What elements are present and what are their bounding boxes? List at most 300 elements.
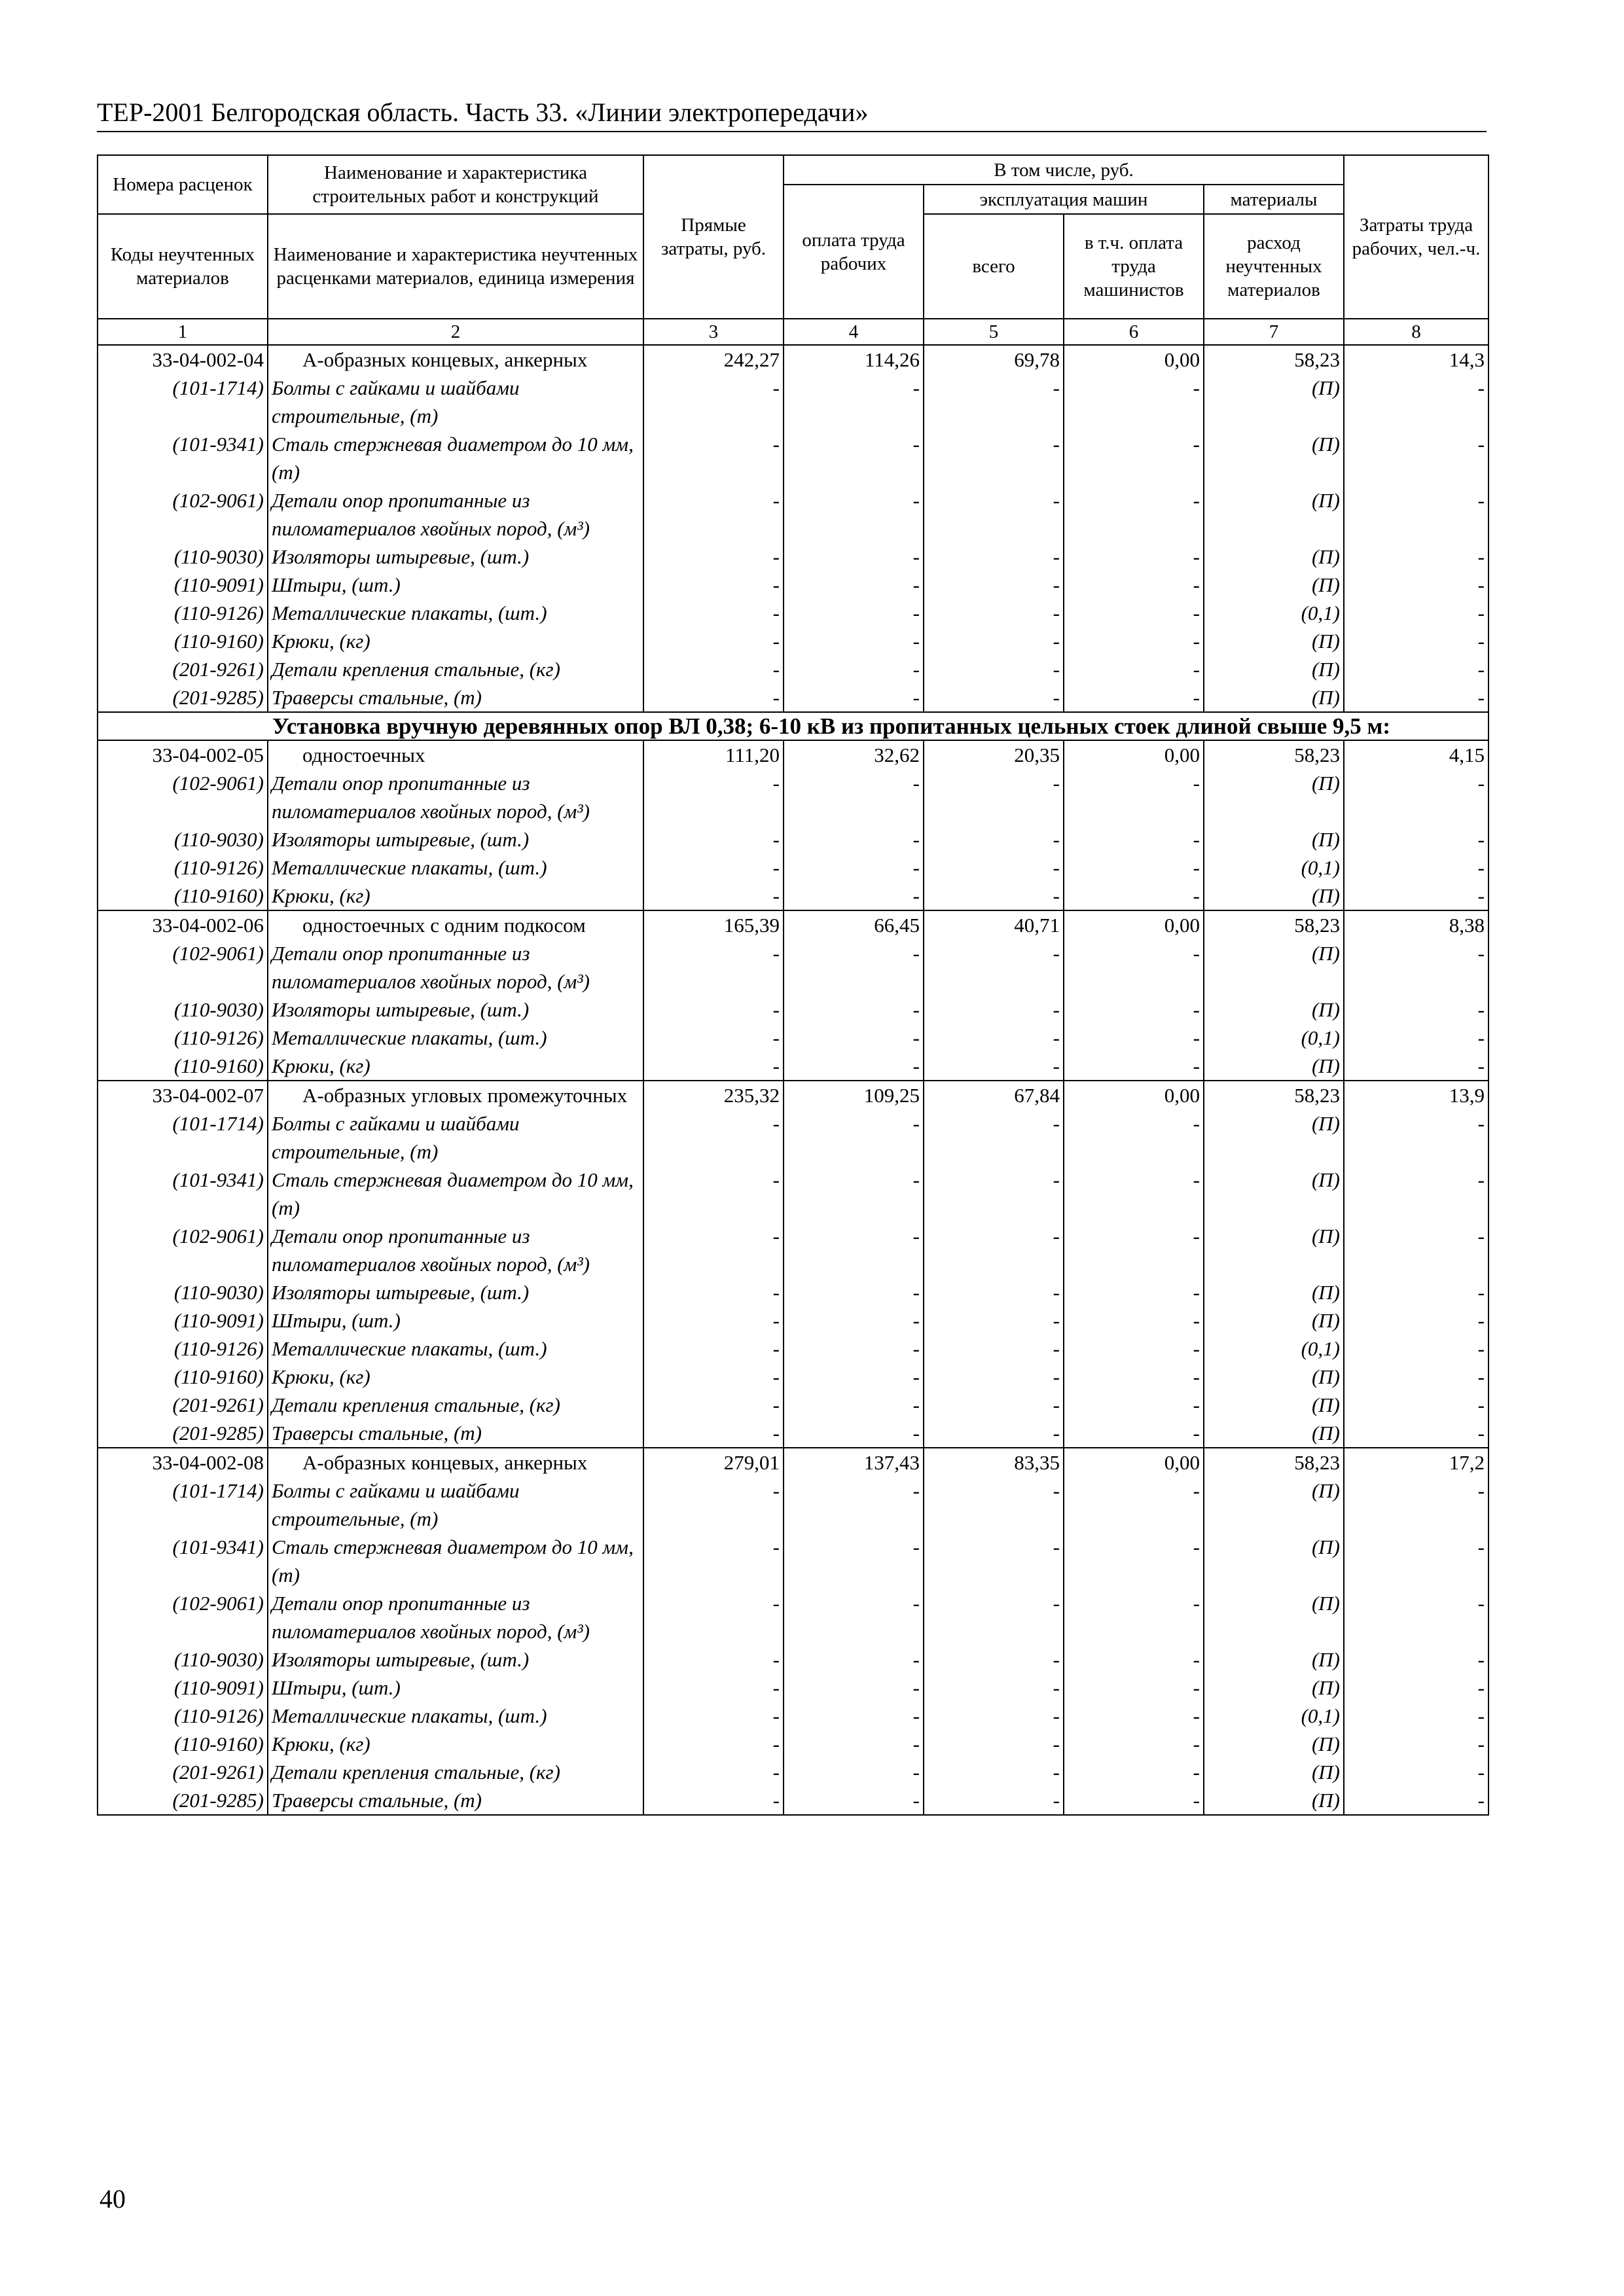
dash-cell: - bbox=[643, 939, 784, 996]
column-numbers-row bbox=[98, 319, 1489, 345]
dash-cell: - bbox=[1344, 825, 1489, 853]
machinists-pay-value: 0,00 bbox=[1064, 1081, 1204, 1109]
dash-cell: - bbox=[643, 1024, 784, 1052]
dash-cell: - bbox=[1344, 655, 1489, 683]
dash-cell: - bbox=[1064, 939, 1204, 996]
rate-name: одностоечных bbox=[268, 740, 643, 769]
material-name: Штыри, (шт.) bbox=[268, 571, 643, 599]
dash-cell: - bbox=[643, 769, 784, 825]
dash-cell: - bbox=[924, 1109, 1064, 1166]
material-row bbox=[98, 996, 1489, 1024]
dash-cell: - bbox=[1064, 599, 1204, 627]
dash-cell: - bbox=[643, 430, 784, 486]
dash-cell: - bbox=[643, 1391, 784, 1419]
dash-cell: - bbox=[924, 825, 1064, 853]
dash-cell: - bbox=[1064, 543, 1204, 571]
dash-cell: - bbox=[1344, 543, 1489, 571]
material-consumption: (П) bbox=[1204, 1758, 1344, 1786]
material-name: Крюки, (кг) bbox=[268, 882, 643, 910]
material-consumption: (П) bbox=[1204, 1278, 1344, 1306]
material-consumption: (П) bbox=[1204, 1589, 1344, 1645]
dash-cell: - bbox=[643, 1786, 784, 1815]
dash-cell: - bbox=[924, 1166, 1064, 1222]
dash-cell: - bbox=[643, 599, 784, 627]
dash-cell: - bbox=[1344, 430, 1489, 486]
material-code: (110-9160) bbox=[98, 882, 268, 910]
material-row bbox=[98, 655, 1489, 683]
rate-code: 33-04-002-08 bbox=[98, 1448, 268, 1477]
material-row bbox=[98, 1758, 1489, 1786]
dash-cell: - bbox=[1064, 1477, 1204, 1533]
dash-cell: - bbox=[924, 1702, 1064, 1730]
rate-code: 33-04-002-04 bbox=[98, 345, 268, 374]
material-consumption: (П) bbox=[1204, 1109, 1344, 1166]
material-consumption: (П) bbox=[1204, 1166, 1344, 1222]
dash-cell: - bbox=[1064, 1335, 1204, 1363]
dash-cell: - bbox=[784, 825, 924, 853]
material-name: Металлические плакаты, (шт.) bbox=[268, 1335, 643, 1363]
material-name: Детали крепления стальные, (кг) bbox=[268, 655, 643, 683]
dash-cell: - bbox=[924, 486, 1064, 543]
rate-name: А-образных угловых промежуточных bbox=[268, 1081, 643, 1109]
material-code: (102-9061) bbox=[98, 939, 268, 996]
dash-cell: - bbox=[784, 1419, 924, 1448]
column-number: 8 bbox=[1344, 319, 1489, 345]
header-materials: материалы bbox=[1204, 185, 1344, 214]
dash-cell: - bbox=[784, 543, 924, 571]
dash-cell: - bbox=[784, 1786, 924, 1815]
dash-cell: - bbox=[924, 996, 1064, 1024]
dash-cell: - bbox=[1064, 627, 1204, 655]
material-consumption: (П) bbox=[1204, 430, 1344, 486]
dash-cell: - bbox=[784, 430, 924, 486]
dash-cell: - bbox=[784, 882, 924, 910]
dash-cell: - bbox=[1344, 374, 1489, 430]
material-name: Детали опор пропитанные из пиломатериалов хвойных пород, (м³) bbox=[268, 1589, 643, 1645]
material-code: (201-9261) bbox=[98, 1758, 268, 1786]
material-row bbox=[98, 1730, 1489, 1758]
dash-cell: - bbox=[784, 939, 924, 996]
rate-name: А-образных концевых, анкерных bbox=[268, 345, 643, 374]
material-code: (110-9160) bbox=[98, 627, 268, 655]
dash-cell: - bbox=[643, 683, 784, 712]
dash-cell: - bbox=[784, 486, 924, 543]
dash-cell: - bbox=[784, 1335, 924, 1363]
material-code: (101-1714) bbox=[98, 1477, 268, 1533]
page-number: 40 bbox=[99, 2184, 126, 2214]
material-name: Штыри, (шт.) bbox=[268, 1674, 643, 1702]
material-row bbox=[98, 1674, 1489, 1702]
dash-cell: - bbox=[643, 1166, 784, 1222]
material-code: (110-9160) bbox=[98, 1730, 268, 1758]
dash-cell: - bbox=[1344, 1052, 1489, 1081]
dash-cell: - bbox=[1344, 571, 1489, 599]
dash-cell: - bbox=[643, 1109, 784, 1166]
dash-cell: - bbox=[1064, 1363, 1204, 1391]
material-consumption: (П) bbox=[1204, 1306, 1344, 1335]
material-row bbox=[98, 430, 1489, 486]
dash-cell: - bbox=[784, 1222, 924, 1278]
rate-name: А-образных концевых, анкерных bbox=[268, 1448, 643, 1477]
dash-cell: - bbox=[784, 374, 924, 430]
material-code: (101-1714) bbox=[98, 374, 268, 430]
labor-hours-value: 17,2 bbox=[1344, 1448, 1489, 1477]
direct-costs-value: 111,20 bbox=[643, 740, 784, 769]
dash-cell: - bbox=[1344, 1730, 1489, 1758]
material-consumption: (П) bbox=[1204, 571, 1344, 599]
dash-cell: - bbox=[1064, 571, 1204, 599]
material-consumption: (П) bbox=[1204, 486, 1344, 543]
dash-cell: - bbox=[643, 1419, 784, 1448]
dash-cell: - bbox=[784, 571, 924, 599]
material-row bbox=[98, 1278, 1489, 1306]
materials-value: 58,23 bbox=[1204, 740, 1344, 769]
dash-cell: - bbox=[643, 1222, 784, 1278]
material-code: (102-9061) bbox=[98, 769, 268, 825]
dash-cell: - bbox=[924, 1363, 1064, 1391]
material-consumption: (П) bbox=[1204, 1645, 1344, 1674]
material-row bbox=[98, 825, 1489, 853]
rate-row bbox=[98, 1448, 1489, 1477]
material-consumption: (П) bbox=[1204, 1222, 1344, 1278]
table-body bbox=[98, 345, 1489, 1815]
material-name: Детали опор пропитанные из пиломатериалов хвойных пород, (м³) bbox=[268, 769, 643, 825]
material-code: (110-9126) bbox=[98, 853, 268, 882]
dash-cell: - bbox=[784, 1052, 924, 1081]
dash-cell: - bbox=[924, 1730, 1064, 1758]
material-code: (101-1714) bbox=[98, 1109, 268, 1166]
dash-cell: - bbox=[924, 1533, 1064, 1589]
material-row bbox=[98, 627, 1489, 655]
material-code: (110-9091) bbox=[98, 1306, 268, 1335]
material-code: (201-9285) bbox=[98, 1419, 268, 1448]
material-row bbox=[98, 853, 1489, 882]
dash-cell: - bbox=[924, 1674, 1064, 1702]
material-consumption: (П) bbox=[1204, 1674, 1344, 1702]
dash-cell: - bbox=[643, 1052, 784, 1081]
material-name: Детали опор пропитанные из пиломатериалов хвойных пород, (м³) bbox=[268, 1222, 643, 1278]
material-row bbox=[98, 1306, 1489, 1335]
material-code: (110-9030) bbox=[98, 1645, 268, 1674]
materials-value: 58,23 bbox=[1204, 345, 1344, 374]
machines-total-value: 69,78 bbox=[924, 345, 1064, 374]
labor-hours-value: 13,9 bbox=[1344, 1081, 1489, 1109]
material-name: Крюки, (кг) bbox=[268, 1052, 643, 1081]
material-code: (201-9261) bbox=[98, 1391, 268, 1419]
dash-cell: - bbox=[784, 655, 924, 683]
material-name: Траверсы стальные, (т) bbox=[268, 1786, 643, 1815]
dash-cell: - bbox=[1064, 1024, 1204, 1052]
machines-total-value: 40,71 bbox=[924, 910, 1064, 939]
material-consumption: (П) bbox=[1204, 655, 1344, 683]
material-name: Штыри, (шт.) bbox=[268, 1306, 643, 1335]
material-row bbox=[98, 1024, 1489, 1052]
header-including-group: В том числе, руб. bbox=[784, 155, 1344, 185]
dash-cell: - bbox=[1064, 825, 1204, 853]
machinists-pay-value: 0,00 bbox=[1064, 345, 1204, 374]
material-code: (110-9091) bbox=[98, 1674, 268, 1702]
dash-cell: - bbox=[643, 996, 784, 1024]
dash-cell: - bbox=[1344, 939, 1489, 996]
header-unaccounted-materials: расход неучтенных материалов bbox=[1204, 214, 1344, 319]
dash-cell: - bbox=[924, 1477, 1064, 1533]
dash-cell: - bbox=[643, 1278, 784, 1306]
dash-cell: - bbox=[924, 853, 1064, 882]
page-header: ТЕР-2001 Белгородская область. Часть 33. «Линии электропередачи» bbox=[97, 94, 1487, 132]
material-code: (201-9285) bbox=[98, 683, 268, 712]
dash-cell: - bbox=[643, 1730, 784, 1758]
dash-cell: - bbox=[924, 1758, 1064, 1786]
material-name: Изоляторы штыревые, (шт.) bbox=[268, 543, 643, 571]
material-consumption: (П) bbox=[1204, 825, 1344, 853]
dash-cell: - bbox=[643, 882, 784, 910]
material-name: Болты с гайками и шайбами строительные, (т) bbox=[268, 1109, 643, 1166]
dash-cell: - bbox=[784, 1166, 924, 1222]
dash-cell: - bbox=[784, 1730, 924, 1758]
dash-cell: - bbox=[924, 627, 1064, 655]
header-material-codes: Коды неучтенных материалов bbox=[98, 214, 268, 319]
section-row bbox=[98, 712, 1489, 740]
dash-cell: - bbox=[1344, 1335, 1489, 1363]
dash-cell: - bbox=[643, 1645, 784, 1674]
dash-cell: - bbox=[643, 1758, 784, 1786]
material-row bbox=[98, 683, 1489, 712]
dash-cell: - bbox=[784, 1589, 924, 1645]
material-consumption: (П) bbox=[1204, 1419, 1344, 1448]
dash-cell: - bbox=[924, 374, 1064, 430]
dash-cell: - bbox=[1064, 1052, 1204, 1081]
header-material-name: Наименование и характеристика неучтенных расценками материалов, единица измерения bbox=[268, 214, 643, 319]
dash-cell: - bbox=[1344, 1024, 1489, 1052]
dash-cell: - bbox=[1064, 882, 1204, 910]
dash-cell: - bbox=[643, 655, 784, 683]
material-consumption: (П) bbox=[1204, 683, 1344, 712]
dash-cell: - bbox=[1064, 1730, 1204, 1758]
dash-cell: - bbox=[924, 1419, 1064, 1448]
labor-pay-value: 109,25 bbox=[784, 1081, 924, 1109]
column-number: 5 bbox=[924, 319, 1064, 345]
material-name: Изоляторы штыревые, (шт.) bbox=[268, 825, 643, 853]
material-consumption: (П) bbox=[1204, 1477, 1344, 1533]
dash-cell: - bbox=[643, 825, 784, 853]
rate-name: одностоечных с одним подкосом bbox=[268, 910, 643, 939]
material-name: Сталь стержневая диаметром до 10 мм, (т) bbox=[268, 430, 643, 486]
dash-cell: - bbox=[784, 1477, 924, 1533]
direct-costs-value: 279,01 bbox=[643, 1448, 784, 1477]
dash-cell: - bbox=[1344, 996, 1489, 1024]
material-consumption: (П) bbox=[1204, 769, 1344, 825]
materials-value: 58,23 bbox=[1204, 910, 1344, 939]
dash-cell: - bbox=[784, 1674, 924, 1702]
material-name: Траверсы стальные, (т) bbox=[268, 683, 643, 712]
material-name: Детали опор пропитанные из пиломатериалов хвойных пород, (м³) bbox=[268, 939, 643, 996]
dash-cell: - bbox=[784, 1024, 924, 1052]
rate-code: 33-04-002-05 bbox=[98, 740, 268, 769]
dash-cell: - bbox=[924, 939, 1064, 996]
machinists-pay-value: 0,00 bbox=[1064, 910, 1204, 939]
table-header bbox=[98, 155, 1489, 345]
dash-cell: - bbox=[1344, 1419, 1489, 1448]
dash-cell: - bbox=[1064, 1645, 1204, 1674]
material-name: Металлические плакаты, (шт.) bbox=[268, 599, 643, 627]
dash-cell: - bbox=[784, 599, 924, 627]
material-code: (110-9091) bbox=[98, 571, 268, 599]
dash-cell: - bbox=[924, 1391, 1064, 1419]
dash-cell: - bbox=[1064, 1674, 1204, 1702]
dash-cell: - bbox=[924, 1645, 1064, 1674]
material-row bbox=[98, 1363, 1489, 1391]
material-row bbox=[98, 1166, 1489, 1222]
material-code: (110-9030) bbox=[98, 543, 268, 571]
dash-cell: - bbox=[1064, 1533, 1204, 1589]
dash-cell: - bbox=[784, 1702, 924, 1730]
material-name: Металлические плакаты, (шт.) bbox=[268, 853, 643, 882]
dash-cell: - bbox=[643, 1306, 784, 1335]
dash-cell: - bbox=[924, 683, 1064, 712]
material-consumption: (П) bbox=[1204, 374, 1344, 430]
material-name: Изоляторы штыревые, (шт.) bbox=[268, 996, 643, 1024]
dash-cell: - bbox=[1344, 1645, 1489, 1674]
dash-cell: - bbox=[643, 1589, 784, 1645]
rate-row bbox=[98, 740, 1489, 769]
direct-costs-value: 242,27 bbox=[643, 345, 784, 374]
dash-cell: - bbox=[1344, 627, 1489, 655]
machinists-pay-value: 0,00 bbox=[1064, 1448, 1204, 1477]
dash-cell: - bbox=[1064, 1419, 1204, 1448]
material-code: (110-9030) bbox=[98, 996, 268, 1024]
material-row bbox=[98, 571, 1489, 599]
header-rate-numbers: Номера расценок bbox=[98, 155, 268, 214]
dash-cell: - bbox=[1344, 683, 1489, 712]
material-consumption: (0,1) bbox=[1204, 1024, 1344, 1052]
material-row bbox=[98, 1222, 1489, 1278]
material-consumption: (П) bbox=[1204, 1052, 1344, 1081]
dash-cell: - bbox=[784, 1363, 924, 1391]
dash-cell: - bbox=[1064, 1589, 1204, 1645]
material-consumption: (0,1) bbox=[1204, 1335, 1344, 1363]
dash-cell: - bbox=[924, 1278, 1064, 1306]
dash-cell: - bbox=[643, 486, 784, 543]
material-code: (110-9160) bbox=[98, 1052, 268, 1081]
material-row bbox=[98, 1702, 1489, 1730]
material-consumption: (0,1) bbox=[1204, 853, 1344, 882]
material-row bbox=[98, 1052, 1489, 1081]
dash-cell: - bbox=[1064, 1702, 1204, 1730]
machines-total-value: 83,35 bbox=[924, 1448, 1064, 1477]
material-row bbox=[98, 1335, 1489, 1363]
material-name: Крюки, (кг) bbox=[268, 1730, 643, 1758]
dash-cell: - bbox=[784, 996, 924, 1024]
direct-costs-value: 165,39 bbox=[643, 910, 784, 939]
material-consumption: (П) bbox=[1204, 627, 1344, 655]
material-code: (102-9061) bbox=[98, 1589, 268, 1645]
material-code: (110-9126) bbox=[98, 599, 268, 627]
material-row bbox=[98, 882, 1489, 910]
material-code: (102-9061) bbox=[98, 1222, 268, 1278]
material-consumption: (П) bbox=[1204, 1363, 1344, 1391]
dash-cell: - bbox=[643, 1674, 784, 1702]
material-row bbox=[98, 543, 1489, 571]
material-row bbox=[98, 1477, 1489, 1533]
rates-table bbox=[97, 154, 1489, 1816]
material-row bbox=[98, 599, 1489, 627]
material-consumption: (П) bbox=[1204, 1391, 1344, 1419]
direct-costs-value: 235,32 bbox=[643, 1081, 784, 1109]
material-code: (201-9285) bbox=[98, 1786, 268, 1815]
dash-cell: - bbox=[643, 1477, 784, 1533]
header-machinists-pay: в т.ч. оплата труда машинистов bbox=[1064, 214, 1204, 319]
dash-cell: - bbox=[643, 627, 784, 655]
dash-cell: - bbox=[1064, 769, 1204, 825]
dash-cell: - bbox=[1064, 1391, 1204, 1419]
dash-cell: - bbox=[1064, 853, 1204, 882]
column-number: 3 bbox=[643, 319, 784, 345]
material-consumption: (П) bbox=[1204, 543, 1344, 571]
material-row bbox=[98, 1419, 1489, 1448]
dash-cell: - bbox=[1344, 853, 1489, 882]
dash-cell: - bbox=[1344, 1363, 1489, 1391]
material-row bbox=[98, 1645, 1489, 1674]
dash-cell: - bbox=[1344, 1306, 1489, 1335]
dash-cell: - bbox=[1344, 769, 1489, 825]
dash-cell: - bbox=[643, 853, 784, 882]
material-consumption: (0,1) bbox=[1204, 1702, 1344, 1730]
dash-cell: - bbox=[1064, 1109, 1204, 1166]
dash-cell: - bbox=[1344, 1786, 1489, 1815]
dash-cell: - bbox=[784, 1306, 924, 1335]
material-code: (110-9030) bbox=[98, 825, 268, 853]
dash-cell: - bbox=[924, 599, 1064, 627]
dash-cell: - bbox=[924, 1786, 1064, 1815]
dash-cell: - bbox=[1344, 1278, 1489, 1306]
dash-cell: - bbox=[784, 1533, 924, 1589]
dash-cell: - bbox=[784, 853, 924, 882]
material-consumption: (П) bbox=[1204, 1786, 1344, 1815]
header-direct-costs: Прямые затраты, руб. bbox=[643, 155, 784, 319]
labor-pay-value: 32,62 bbox=[784, 740, 924, 769]
machines-total-value: 67,84 bbox=[924, 1081, 1064, 1109]
labor-hours-value: 14,3 bbox=[1344, 345, 1489, 374]
dash-cell: - bbox=[643, 571, 784, 599]
header-labor-pay: оплата труда рабочих bbox=[784, 185, 924, 319]
dash-cell: - bbox=[924, 543, 1064, 571]
material-row bbox=[98, 1786, 1489, 1815]
material-code: (101-9341) bbox=[98, 1166, 268, 1222]
column-number: 1 bbox=[98, 319, 268, 345]
rate-code: 33-04-002-07 bbox=[98, 1081, 268, 1109]
material-name: Металлические плакаты, (шт.) bbox=[268, 1024, 643, 1052]
rate-row bbox=[98, 1081, 1489, 1109]
material-row bbox=[98, 1391, 1489, 1419]
material-code: (110-9126) bbox=[98, 1702, 268, 1730]
dash-cell: - bbox=[924, 1589, 1064, 1645]
dash-cell: - bbox=[1064, 1166, 1204, 1222]
dash-cell: - bbox=[784, 1758, 924, 1786]
dash-cell: - bbox=[1344, 1533, 1489, 1589]
dash-cell: - bbox=[1064, 683, 1204, 712]
dash-cell: - bbox=[924, 1024, 1064, 1052]
machinists-pay-value: 0,00 bbox=[1064, 740, 1204, 769]
material-name: Болты с гайками и шайбами строительные, (т) bbox=[268, 374, 643, 430]
dash-cell: - bbox=[1344, 1477, 1489, 1533]
dash-cell: - bbox=[784, 1391, 924, 1419]
material-name: Болты с гайками и шайбами строительные, (т) bbox=[268, 1477, 643, 1533]
material-row bbox=[98, 1109, 1489, 1166]
material-consumption: (П) bbox=[1204, 996, 1344, 1024]
dash-cell: - bbox=[643, 1363, 784, 1391]
header-work-name: Наименование и характеристика строительных работ и конструкций bbox=[268, 155, 643, 214]
dash-cell: - bbox=[1344, 1109, 1489, 1166]
